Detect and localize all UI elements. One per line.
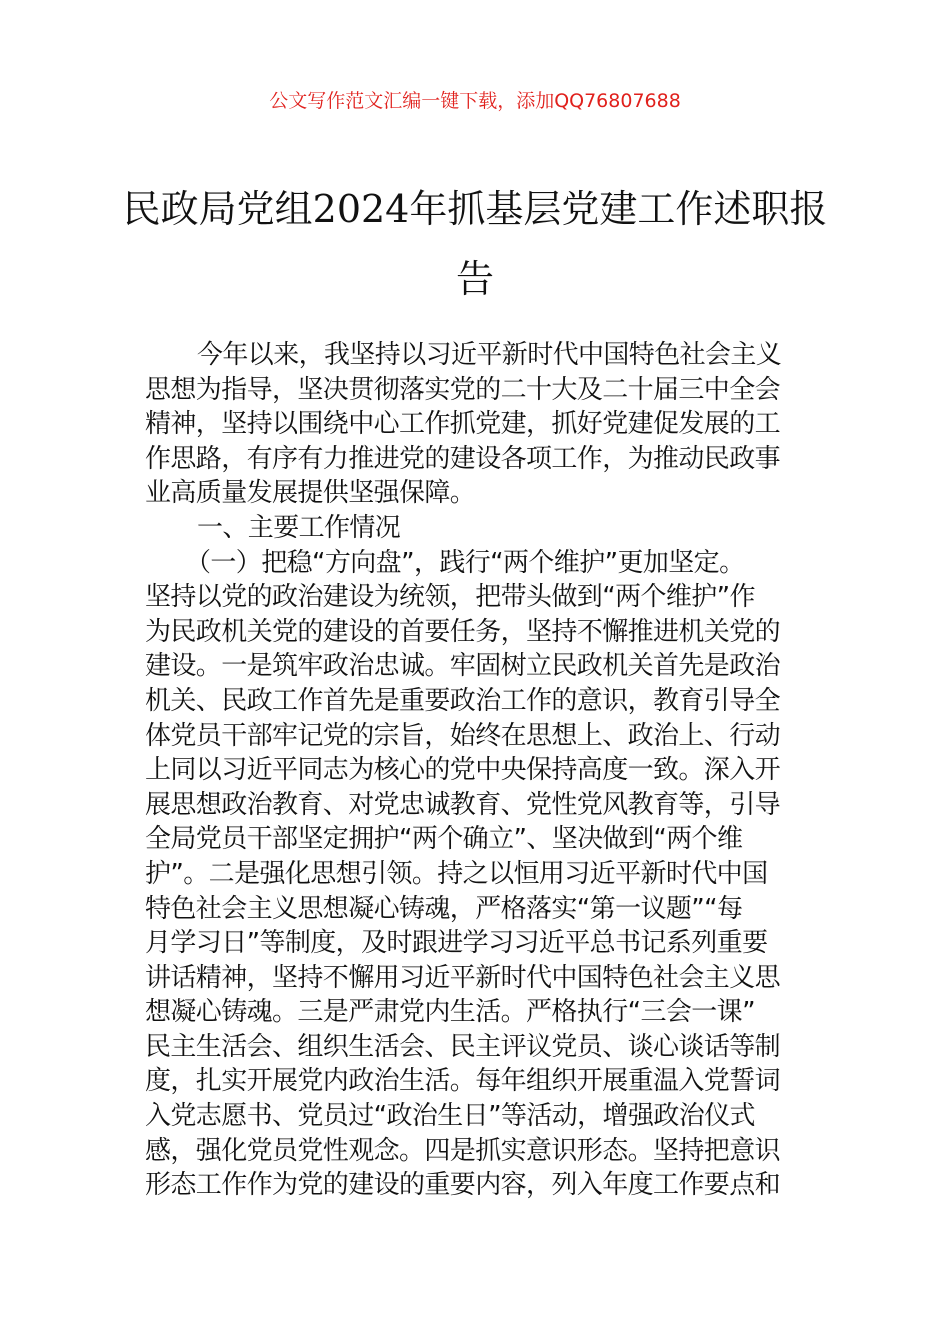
body-paragraph-line: 感，强化党员党性观念。四是抓实意识形态。坚持把意识: [145, 1135, 781, 1166]
body-paragraph-line: 为民政机关党的建设的首要任务，坚持不懈推进机关党的: [145, 616, 781, 647]
body-paragraph-line: 入党志愿书、党员过“政治生日”等活动，增强政治仪式: [145, 1101, 755, 1132]
document-title-line-2: 告: [455, 257, 494, 301]
body-paragraph-line: 想凝心铸魂。三是严肃党内生活。严格执行“三会一课”: [145, 997, 755, 1028]
document-body: [145, 338, 815, 1203]
body-paragraph-line: 坚持以党的政治建设为统领，把带头做到“两个维护”作: [145, 582, 755, 613]
intro-paragraph-line: 精神，坚持以围绕中心工作抓党建，抓好党建促发展的工: [145, 409, 781, 440]
body-paragraph-line: 讲话精神，坚持不懈用习近平新时代中国特色社会主义思: [145, 962, 781, 993]
subsection-heading: （一）把稳“方向盘”，践行“两个维护”更加坚定。: [185, 547, 745, 578]
body-paragraph-line: 体党员干部牢记党的宗旨，始终在思想上、政治上、行动: [145, 720, 781, 751]
body-paragraph-line: 机关、民政工作首先是重要政治工作的意识，教育引导全: [145, 685, 781, 716]
body-paragraph-line: 月学习日”等制度，及时跟进学习习近平总书记系列重要: [145, 928, 768, 959]
intro-paragraph-line: 思想为指导，坚决贯彻落实党的二十大及二十届三中全会: [145, 374, 781, 405]
body-paragraph-line: 展思想政治教育、对党忠诚教育、党性党风教育等，引导: [145, 789, 781, 820]
body-paragraph-line: 护”。二是强化思想引领。持之以恒用习近平新时代中国: [145, 858, 768, 889]
body-paragraph-line: 全局党员干部坚定拥护“两个确立”、坚决做到“两个维: [145, 824, 743, 855]
body-paragraph-line: 建设。一是筑牢政治忠诚。牢固树立民政机关首先是政治: [145, 651, 781, 682]
section-heading: 一、主要工作情况: [197, 512, 401, 543]
body-paragraph-line: 度，扎实开展党内政治生活。每年组织开展重温入党誓词: [145, 1066, 781, 1097]
body-paragraph-line: 上同以习近平同志为核心的党中央保持高度一致。深入开: [145, 755, 781, 786]
body-paragraph-line: 形态工作作为党的建设的重要内容，列入年度工作要点和: [145, 1170, 781, 1201]
intro-paragraph-line: 业高质量发展提供坚强保障。: [145, 478, 476, 509]
document-title-line-1: 民政局党组2024年抓基层党建工作述职报: [122, 187, 828, 231]
body-paragraph-line: 特色社会主义思想凝心铸魂，严格落实“第一议题”“每: [145, 893, 743, 924]
body-paragraph-line: 民主生活会、组织生活会、民主评议党员、谈心谈话等制: [145, 1031, 781, 1062]
intro-paragraph-line: 今年以来，我坚持以习近平新时代中国特色社会主义: [197, 340, 782, 370]
intro-paragraph-line: 作思路，有序有力推进党的建设各项工作，为推动民政事: [145, 443, 781, 474]
download-promo-note: 公文写作范文汇编一键下载，添加QQ76807688: [269, 90, 681, 112]
